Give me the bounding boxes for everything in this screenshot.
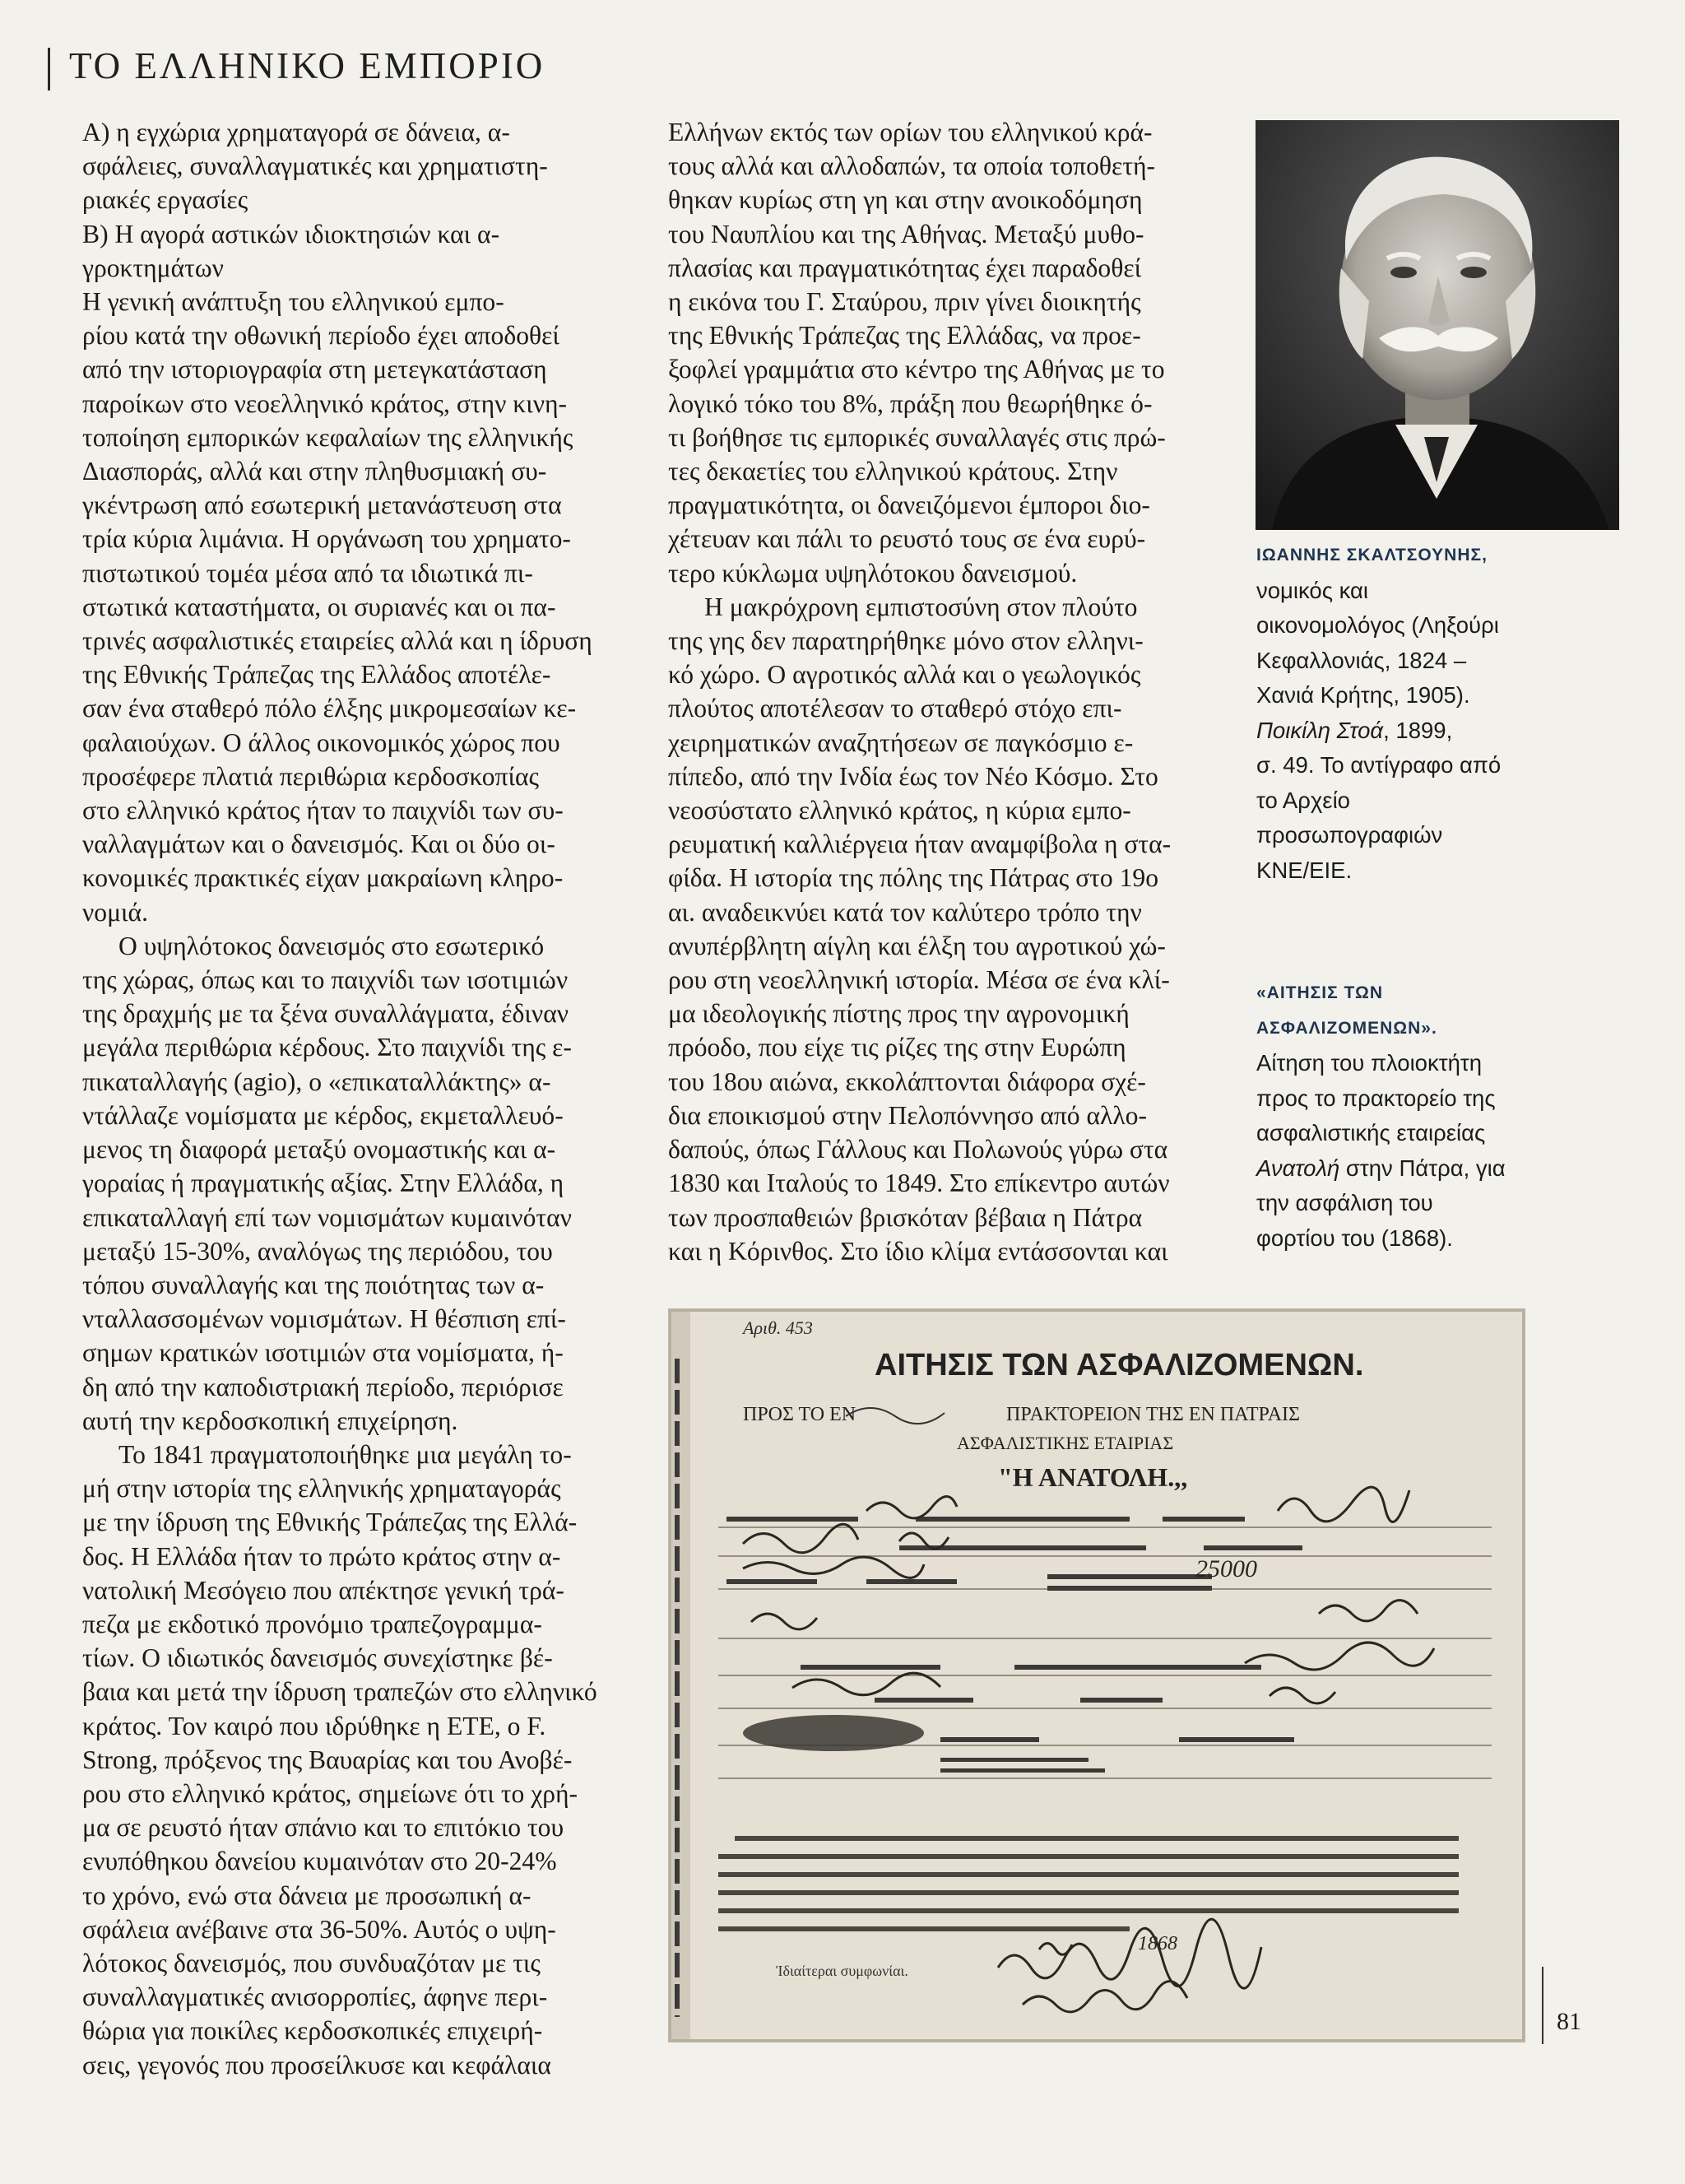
text-line: σαν ένα σταθερό πόλο έλξης μικρομεσαίων κε- [82, 694, 577, 723]
text-line: σεις, γεγονός που προσείλκυσε και κεφάλαια [82, 2050, 551, 2079]
caption-line: φορτίου του (1868). [1256, 1224, 1453, 1251]
doc-footer: Ἰδιαίτεραι συμφωνίαι. [776, 1963, 908, 1979]
text-line: του 18ου αιώνα, εκκολάπτονται διάφορα σχέ- [668, 1066, 1146, 1096]
caption-line: Χανιά Κρήτης, 1905). [1256, 682, 1470, 708]
text-line: ενυπόθηκου δανείου κυμαινόταν στο 20-24% [82, 1847, 557, 1876]
doc-title: ΑΙΤΗΣΙΣ ΤΩΝ ΑΣΦΑΛΙΖΟΜΕΝΩΝ. [875, 1348, 1364, 1382]
portrait-caption [1256, 538, 1618, 888]
text-line: χειρηματικών αναζητήσεων σε παγκόσμιο ε- [668, 727, 1134, 757]
text-line: τρινές ασφαλιστικές εταιρείες αλλά και η ίδρυση [82, 626, 592, 656]
document-caption-title: ΑΣΦΑΛΙΖΟΜΕΝΩΝ». [1256, 1018, 1437, 1038]
text-line: Ελλήνων εκτός των ορίων του ελληνικού κρά- [668, 118, 1153, 146]
caption-line [1256, 713, 1618, 749]
text-line: Η μακρόχρονη εμπιστοσύνη στον πλούτο [704, 592, 1138, 621]
text-line: μα σε ρευστό ήταν σπάνιο και το επιτόκιο του [82, 1813, 564, 1842]
text-line: πιστωτικού τομέα μέσα από τα ιδιωτικά πι- [82, 558, 533, 588]
text-line: από την ιστοριογραφία στη μετεγκατάσταση [82, 355, 547, 384]
text-line: συναλλαγματικές ανισορροπίες, άφηνε περι- [82, 1982, 548, 2012]
text-line: θηκαν κυρίως στη γη και στην ανοικοδόμηση [668, 185, 1143, 215]
text-line: δος. Η Ελλάδα ήταν το πρώτο κράτος στην α- [82, 1541, 561, 1571]
text-line: της Εθνικής Τράπεζας της Ελλάδος αποτέλε- [82, 660, 551, 690]
text-line: της Εθνικής Τράπεζας της Ελλάδας, να προε- [668, 321, 1141, 351]
caption-line [1256, 1151, 1618, 1187]
column-2 [668, 115, 1224, 1268]
text-line: νεοσύστατο ελληνικό κράτος, η κύρια εμπο- [668, 796, 1131, 825]
text-line: αι. αναδεικνύει κατά τον καλύτερο τρόπο την [668, 897, 1142, 927]
portrait-illustration [1256, 120, 1619, 530]
text-line: μενος τη διαφορά μεταξύ ονομαστικής και α- [82, 1135, 556, 1164]
text-line: γοραίας ή πραγματικής αξίας. Στην Ελλάδα, η [82, 1169, 564, 1198]
text-line: παροίκων στο νεοελληνικό κράτος, στην κινη- [82, 388, 568, 418]
portrait-caption-title: ΙΩΑΝΝΗΣ ΣΚΑΛΤΣΟΥΝΗΣ, [1256, 546, 1488, 565]
column-1 [82, 115, 638, 2082]
text-line: Διασποράς, αλλά και στην πληθυσμιακή συ- [82, 457, 547, 486]
text-line: κράτος. Τον καιρό που ιδρύθηκε η ΕΤΕ, ο F. [82, 1711, 546, 1740]
text-line: τόπου συναλλαγής και της ποιότητας των α- [82, 1270, 545, 1299]
text-line: Η γενική ανάπτυξη του ελληνικού εμπο- [82, 287, 504, 317]
doc-date-year: 1868 [1138, 1933, 1177, 1954]
text-line: φίδα. Η ιστορία της πόλης της Πάτρας στο 19ο [668, 863, 1159, 893]
portrait-photo [1256, 120, 1619, 530]
caption-source-title: Ποικίλη Στοά [1256, 717, 1384, 743]
caption-line: Κεφαλλονιάς, 1824 – [1256, 647, 1467, 673]
text-line: χέτευαν και πάλι το ρευστό τους σε ένα ευρύ- [668, 524, 1146, 554]
caption-line-rest: στην Πάτρα, για [1339, 1155, 1506, 1181]
text-line: στωτικά καταστήματα, οι συριανές και οι πα- [82, 592, 556, 621]
text-line: θώρια για ποικίλες κερδοσκοπικές επιχειρή- [82, 2016, 543, 2046]
text-line: η εικόνα του Γ. Σταύρου, πριν γίνει διοικητής [668, 287, 1141, 317]
text-line: ριακές εργασίες [82, 185, 248, 215]
text-line: Το 1841 πραγματοποιήθηκε μια μεγάλη το- [118, 1439, 572, 1469]
text-line: τερο κύκλωμα υψηλότοκου δανεισμού. [668, 558, 1078, 588]
text-line: βαια και μετά την ίδρυση τραπεζών στο ελληνικό [82, 1677, 597, 1707]
text-line: της γης δεν παρατηρήθηκε μόνο στον ελληνι- [668, 626, 1144, 656]
text-line: αυτή την κερδοσκοπική επιχείρηση. [82, 1406, 458, 1435]
text-line: Α) η εγχώρια χρηματαγορά σε δάνεια, α- [82, 118, 510, 146]
text-line: πικαταλλαγής (agio), ο «επικαταλλάκτης» α- [82, 1066, 551, 1096]
caption-line: ΚΝΕ/ΕΙΕ. [1256, 857, 1353, 883]
doc-line2: ΑΣΦΑΛΙΣΤΙΚΗΣ ΕΤΑΙΡΙΑΣ [957, 1433, 1174, 1453]
caption-line: Αίτηση του πλοιοκτήτη [1256, 1050, 1483, 1076]
text-line: νομιά. [82, 897, 148, 927]
text-line: τι βοήθησε τις εμπορικές συναλλαγές στις πρώ- [668, 422, 1166, 452]
text-line: πλασίας και πραγματικότητας έχει παραδοθεί [668, 253, 1142, 282]
text-line: των προσπαθειών βρισκόταν βέβαια η Πάτρα [668, 1202, 1143, 1232]
text-line: Strong, πρόξενος της Βαυαρίας και του Ανοβέ- [82, 1745, 573, 1774]
text-line: πραγματικότητα, οι δανειζόμενοι έμποροι διο- [668, 490, 1150, 520]
text-line: πεζα με εκδοτικό προνόμιο τραπεζογραμμα- [82, 1609, 542, 1638]
text-line: σφάλεια ανέβαινε στα 36-50%. Αυτός ο υψη- [82, 1914, 556, 1944]
text-line: το χρόνο, ενώ στα δάνεια με προσωπική α- [82, 1880, 531, 1910]
caption-line: την ασφάλιση του [1256, 1190, 1433, 1215]
running-head: ΤΟ ΕΛΛΗΝΙΚΟ ΕΜΠΟΡΙΟ [69, 45, 545, 86]
caption-source-rest: , 1899, [1383, 717, 1453, 743]
text-line: σφάλειες, συναλλαγματικές και χρηματιστη- [82, 151, 548, 181]
insurance-application-image [668, 1308, 1525, 2042]
text-line: σημων κρατικών ισοτιμιών στα νομίσματα, ή- [82, 1338, 564, 1368]
doc-line1b: ΠΡΑΚΤΟΡΕΙΟΝ ΤΗΣ ΕΝ ΠΑΤΡΑΙΣ [1006, 1404, 1300, 1425]
text-line: του Ναυπλίου και της Αθήνας. Μεταξύ μυθο- [668, 219, 1144, 249]
caption-line: οικονομολόγος (Ληξούρι [1256, 612, 1499, 638]
text-line: ανυπέρβλητη αίγλη και έλξη του αγροτικού χώ- [668, 931, 1166, 960]
text-line: ρου στη νεοελληνική ιστορία. Μέσα σε ένα κλί- [668, 965, 1170, 995]
text-line: τες δεκαετίες του ελληνικού κράτους. Στην [668, 457, 1118, 486]
page-number-rule [1542, 1967, 1543, 2044]
text-line: τους αλλά και αλλοδαπών, τα οποία τοποθετή- [668, 151, 1156, 181]
text-line: στο ελληνικό κράτος ήταν το παιχνίδι των συ- [82, 796, 564, 825]
text-line: ρευματική καλλιέργεια ήταν αναμφίβολα η στα- [668, 829, 1172, 859]
text-line: πλούτος αποτέλεσαν το σταθερό στόχο επι- [668, 694, 1122, 723]
text-line: μεταξύ 15-30%, αναλόγως της περιόδου, του [82, 1236, 553, 1266]
text-line: προσέφερε πλατιά περιθώρια κερδοσκοπίας [82, 761, 540, 791]
text-line: λότοκος δανεισμός, που συνδυαζόταν με τις [82, 1948, 541, 1977]
text-line: νταλλασσομένων νομισμάτων. Η θέσπιση επί- [82, 1304, 566, 1334]
text-line: γροκτημάτων [82, 253, 224, 282]
text-line: της χώρας, όπως και το παιχνίδι των ισοτιμιών [82, 965, 569, 995]
page-number: 81 [1557, 2008, 1581, 2035]
document-caption [1256, 976, 1618, 1256]
doc-amount: 25000 [1195, 1555, 1257, 1582]
text-line: ναλλαγμάτων και ο δανεισμός. Και οι δύο οι- [82, 829, 555, 859]
text-line: ρίου κατά την οθωνική περίοδο έχει αποδοθεί [82, 321, 559, 351]
text-line: επικαταλλαγή επί των νομισμάτων κυμαινόταν [82, 1202, 572, 1232]
doc-line1a: ΠΡΟΣ ΤΟ ΕΝ [743, 1404, 856, 1425]
text-line: Β) Η αγορά αστικών ιδιοκτησιών και α- [82, 219, 500, 249]
text-line: με την ίδρυση της Εθνικής Τράπεζας της Ελλά- [82, 1508, 578, 1537]
text-line: ξοφλεί γραμμάτια στο κέντρο της Αθήνας με το [668, 355, 1165, 384]
text-line: και η Κόρινθος. Στο ίδιο κλίμα εντάσσονται και [668, 1236, 1168, 1266]
text-line: μα ιδεολογικής πίστης προς την αγρονομική [668, 999, 1130, 1029]
insurance-document-scan [669, 1309, 1525, 2042]
text-line: τρία κύρια λιμάνια. Η οργάνωση του χρηματο- [82, 524, 571, 554]
text-line: τοποίηση εμπορικών κεφαλαίων της ελληνικής [82, 422, 573, 452]
text-line: μή στην ιστορία της ελληνικής χρηματαγοράς [82, 1474, 561, 1503]
text-line: ντάλλαζε νομίσματα με κέρδος, εκμεταλλευό- [82, 1100, 564, 1130]
caption-line: προς το πρακτορείο της [1256, 1085, 1496, 1111]
text-line: δαπούς, όπως Γάλλους και Πολωνούς γύρω στα [668, 1135, 1168, 1164]
text-line: δη από την καποδιστριακή περίοδο, περιόρισε [82, 1372, 564, 1401]
text-line: λογικό τόκο του 8%, πράξη που θεωρήθηκε ό- [668, 388, 1153, 418]
text-line: Ο υψηλότοκος δανεισμός στο εσωτερικό [118, 931, 545, 960]
caption-company-name: Ανατολή [1256, 1155, 1340, 1181]
text-line: φαλαιούχων. Ο άλλος οικονομικός χώρος που [82, 727, 560, 757]
caption-line: νομικός και [1256, 577, 1369, 603]
text-line: κό χώρο. Ο αγροτικός αλλά και ο γεωλογικός [668, 660, 1141, 690]
text-line: τίων. Ο ιδιωτικός δανεισμός συνεχίστηκε βέ- [82, 1643, 553, 1673]
caption-line: σ. 49. Το αντίγραφο από [1256, 752, 1502, 778]
caption-line: προσωπογραφιών [1256, 822, 1443, 848]
text-line: ρου στο ελληνικό κράτος, σημείωνε ότι το χρή- [82, 1778, 578, 1808]
text-line: πίπεδο, από την Ινδία έως τον Νέο Κόσμο. Στο [668, 761, 1158, 791]
doc-company: "Η ΑΝΑΤΟΛΗ.,, [998, 1462, 1188, 1492]
header-rule [48, 48, 50, 91]
text-line: πρόοδο, που είχε τις ρίζες της στην Ευρώπη [668, 1033, 1126, 1062]
caption-line: το Αρχείο [1256, 787, 1350, 813]
text-line: 1830 και Ιταλούς το 1849. Στο επίκεντρο αυτών [668, 1169, 1170, 1198]
text-line: δια εποικισμού στην Πελοπόννησο από αλλο- [668, 1100, 1147, 1130]
doc-arith: Αριθ. 453 [743, 1317, 813, 1338]
text-line: γκέντρωση από εσωτερική μετανάστευση στα [82, 490, 562, 520]
text-line: νατολική Μεσόγειο που απέκτησε γενική τρά- [82, 1575, 564, 1605]
text-line: μεγάλα περιθώρια κέρδους. Στο παιχνίδι της ε- [82, 1033, 572, 1062]
text-line: κονομικές πρακτικές είχαν μακραίωνη κληρο- [82, 863, 564, 893]
text-line: της δραχμής με τα ξένα συναλλάγματα, έδιναν [82, 999, 569, 1029]
caption-line: ασφαλιστικής εταιρείας [1256, 1120, 1486, 1145]
document-caption-title: «ΑΙΤΗΣΙΣ ΤΩΝ [1256, 983, 1383, 1002]
